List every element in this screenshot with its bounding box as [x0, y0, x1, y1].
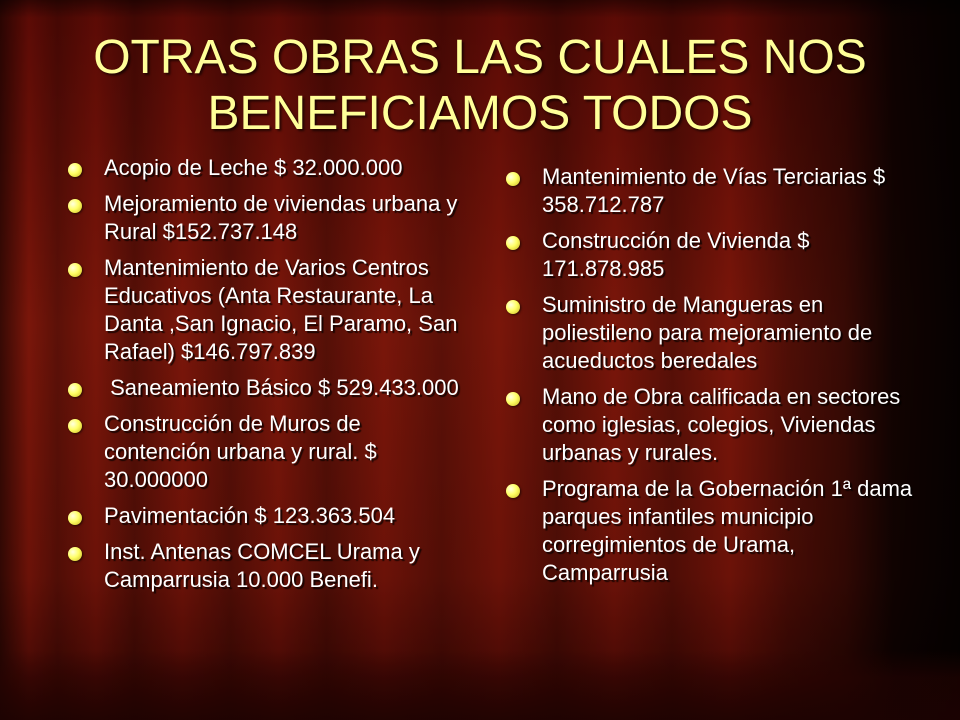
- right-bullet-list: [506, 163, 918, 595]
- list-item-text: Mantenimiento de Vías Terciarias $ 358.712.787: [542, 164, 886, 217]
- bullet-icon: [68, 419, 82, 433]
- bullet-icon: [506, 236, 520, 250]
- list-item: [68, 374, 468, 402]
- bullet-icon: [68, 511, 82, 525]
- bullet-icon: [506, 392, 520, 406]
- bullet-icon: [68, 163, 82, 177]
- bullet-icon: [506, 300, 520, 314]
- left-bullet-list: [68, 154, 468, 602]
- bullet-icon: [506, 172, 520, 186]
- list-item-text: Acopio de Leche $ 32.000.000: [104, 155, 403, 180]
- bullet-icon: [506, 484, 520, 498]
- list-item: [68, 254, 468, 366]
- list-item: [68, 154, 468, 182]
- list-item-text: Mantenimiento de Varios Centros Educativos (Anta Restaurante, La Danta ,San Ignacio, El Paramo, San Rafael) $146.797.839: [104, 255, 458, 364]
- list-item: [506, 383, 918, 467]
- list-item-text: Construcción de Vivienda $ 171.878.985: [542, 228, 810, 281]
- list-item: [506, 163, 918, 219]
- list-item: [506, 227, 918, 283]
- list-item: [506, 291, 918, 375]
- list-item-text: Construcción de Muros de contención urbana y rural. $ 30.000000: [104, 411, 377, 492]
- list-item-text: Mano de Obra calificada en sectores como iglesias, colegios, Viviendas urbanas y rurales.: [542, 384, 901, 465]
- bullet-icon: [68, 263, 82, 277]
- curtain-valance: [0, 0, 960, 18]
- bullet-icon: [68, 547, 82, 561]
- list-item-text: Mejoramiento de viviendas urbana y Rural $152.737.148: [104, 191, 458, 244]
- list-item-text: Pavimentación $ 123.363.504: [104, 503, 396, 528]
- list-item-text: Inst. Antenas COMCEL Urama y Camparrusia 10.000 Benefi.: [104, 539, 420, 592]
- stage-floor: [0, 650, 960, 720]
- list-item: [68, 410, 468, 494]
- bullet-icon: [68, 199, 82, 213]
- list-item-text: Saneamiento Básico $ 529.433.000: [104, 375, 459, 400]
- list-item: [68, 190, 468, 246]
- list-item-text: Suministro de Mangueras en poliestileno para mejoramiento de acueductos beredales: [542, 292, 873, 373]
- bullet-icon: [68, 383, 82, 397]
- list-item: [68, 538, 468, 594]
- slide-title: OTRAS OBRAS LAS CUALES NOS BENEFICIAMOS TODOS: [93, 31, 867, 140]
- list-item: [506, 475, 918, 587]
- list-item: [68, 502, 468, 530]
- list-item-text: Programa de la Gobernación 1ª dama parques infantiles municipio corregimientos de Urama, Camparrusia: [542, 476, 913, 585]
